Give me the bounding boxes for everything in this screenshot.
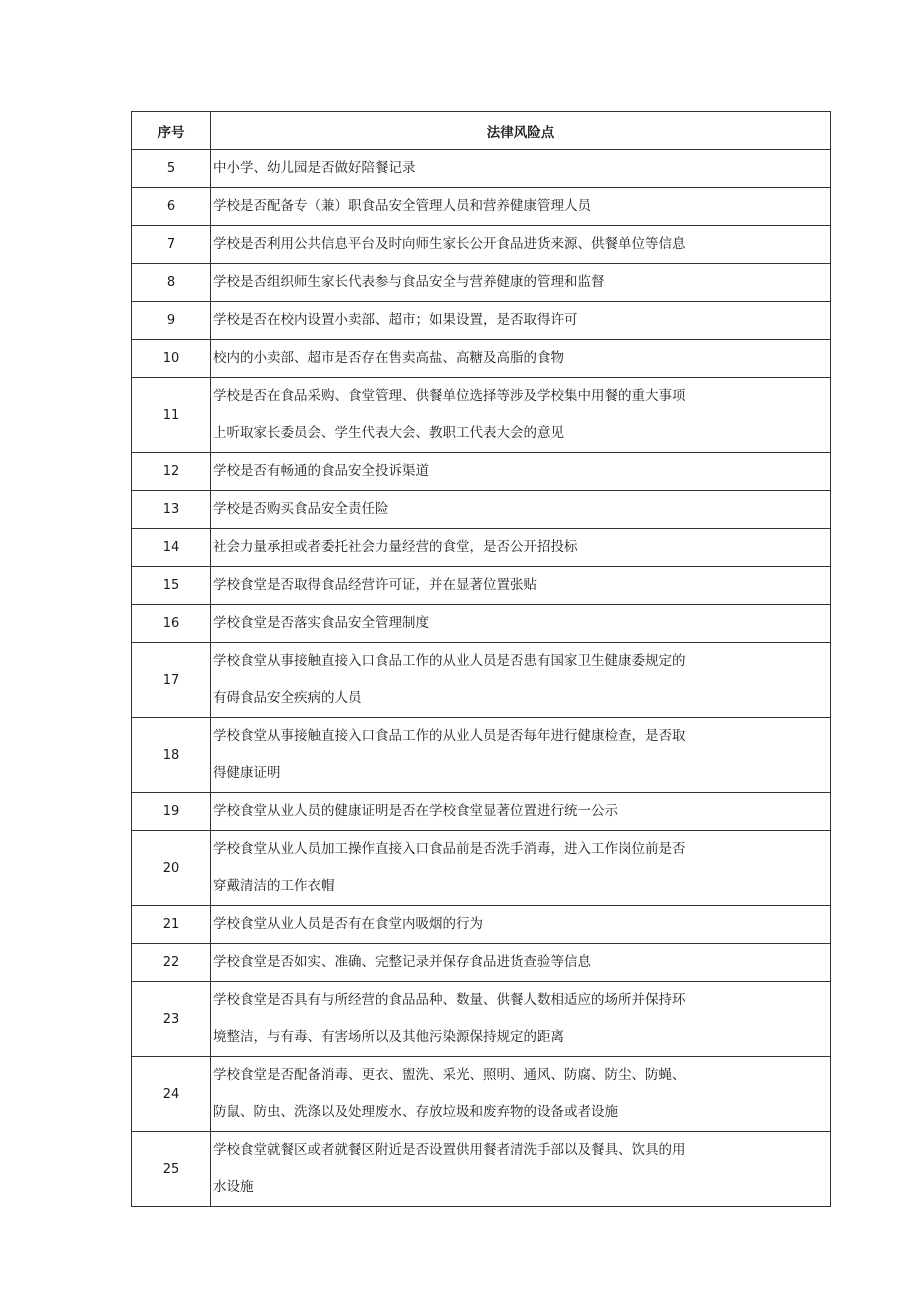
serial-number-cell: 7	[132, 226, 211, 264]
legal-risk-table	[131, 111, 831, 1207]
serial-number-cell: 5	[132, 150, 211, 188]
table-row	[132, 643, 831, 718]
serial-number-cell: 20	[132, 831, 211, 906]
serial-number-cell: 21	[132, 906, 211, 944]
table-row	[132, 302, 831, 340]
legal-risk-cell: 学校是否购买食品安全责任险	[211, 491, 831, 529]
serial-number-cell: 10	[132, 340, 211, 378]
legal-risk-cell: 中小学、幼儿园是否做好陪餐记录	[211, 150, 831, 188]
table-body	[132, 150, 831, 1207]
legal-risk-cell: 学校食堂从业人员是否有在食堂内吸烟的行为	[211, 906, 831, 944]
serial-number-cell: 11	[132, 378, 211, 453]
serial-number-cell: 14	[132, 529, 211, 567]
legal-risk-cell: 校内的小卖部、超市是否存在售卖高盐、高糖及高脂的食物	[211, 340, 831, 378]
legal-risk-cell: 学校是否配备专（兼）职食品安全管理人员和营养健康管理人员	[211, 188, 831, 226]
legal-risk-cell: 学校食堂是否取得食品经营许可证，并在显著位置张贴	[211, 567, 831, 605]
table-header-row	[132, 112, 831, 150]
table-row	[132, 188, 831, 226]
table-row	[132, 226, 831, 264]
table-row	[132, 491, 831, 529]
table-row	[132, 793, 831, 831]
legal-risk-cell: 学校食堂从业人员的健康证明是否在学校食堂显著位置进行统一公示	[211, 793, 831, 831]
legal-risk-cell: 社会力量承担或者委托社会力量经营的食堂，是否公开招投标	[211, 529, 831, 567]
table-row	[132, 529, 831, 567]
legal-risk-cell: 学校食堂从事接触直接入口食品工作的从业人员是否患有国家卫生健康委规定的 有碍食品安全疾病的人员	[211, 643, 831, 718]
table-row	[132, 944, 831, 982]
serial-number-cell: 25	[132, 1132, 211, 1207]
serial-number-cell: 18	[132, 718, 211, 793]
table-row	[132, 340, 831, 378]
serial-number-cell: 15	[132, 567, 211, 605]
serial-number-cell: 9	[132, 302, 211, 340]
legal-risk-cell: 学校食堂从事接触直接入口食品工作的从业人员是否每年进行健康检查，是否取 得健康证明	[211, 718, 831, 793]
table-row	[132, 1057, 831, 1132]
table-row	[132, 1132, 831, 1207]
table-row	[132, 264, 831, 302]
serial-number-cell: 17	[132, 643, 211, 718]
legal-risk-cell: 学校食堂是否配备消毒、更衣、盥洗、采光、照明、通风、防腐、防尘、防蝇、 防鼠、防虫、洗涤以及处理废水、存放垃圾和废弃物的设备或者设施	[211, 1057, 831, 1132]
legal-risk-cell: 学校是否在校内设置小卖部、超市；如果设置，是否取得许可	[211, 302, 831, 340]
legal-risk-cell: 学校食堂是否具有与所经营的食品品种、数量、供餐人数相适应的场所并保持环 境整洁，与有毒、有害场所以及其他污染源保持规定的距离	[211, 982, 831, 1057]
serial-number-cell: 23	[132, 982, 211, 1057]
table-row	[132, 567, 831, 605]
legal-risk-cell: 学校是否在食品采购、食堂管理、供餐单位选择等涉及学校集中用餐的重大事项 上听取家长委员会、学生代表大会、教职工代表大会的意见	[211, 378, 831, 453]
serial-number-cell: 22	[132, 944, 211, 982]
table-row	[132, 831, 831, 906]
legal-risk-cell: 学校是否利用公共信息平台及时向师生家长公开食品进货来源、供餐单位等信息	[211, 226, 831, 264]
legal-risk-cell: 学校是否组织师生家长代表参与食品安全与营养健康的管理和监督	[211, 264, 831, 302]
serial-number-cell: 12	[132, 453, 211, 491]
legal-risk-cell: 学校食堂是否如实、准确、完整记录并保存食品进货查验等信息	[211, 944, 831, 982]
header-serial-number: 序号	[132, 112, 211, 150]
serial-number-cell: 8	[132, 264, 211, 302]
serial-number-cell: 13	[132, 491, 211, 529]
serial-number-cell: 6	[132, 188, 211, 226]
table-row	[132, 718, 831, 793]
table-row	[132, 453, 831, 491]
serial-number-cell: 24	[132, 1057, 211, 1132]
serial-number-cell: 19	[132, 793, 211, 831]
legal-risk-cell: 学校食堂从业人员加工操作直接入口食品前是否洗手消毒，进入工作岗位前是否 穿戴清洁的工作衣帽	[211, 831, 831, 906]
table-row	[132, 378, 831, 453]
table-row	[132, 982, 831, 1057]
table-row	[132, 150, 831, 188]
table-row	[132, 906, 831, 944]
legal-risk-cell: 学校食堂是否落实食品安全管理制度	[211, 605, 831, 643]
legal-risk-cell: 学校是否有畅通的食品安全投诉渠道	[211, 453, 831, 491]
serial-number-cell: 16	[132, 605, 211, 643]
table-row	[132, 605, 831, 643]
legal-risk-cell: 学校食堂就餐区或者就餐区附近是否设置供用餐者清洗手部以及餐具、饮具的用 水设施	[211, 1132, 831, 1207]
header-legal-risk-point: 法律风险点	[211, 112, 831, 150]
